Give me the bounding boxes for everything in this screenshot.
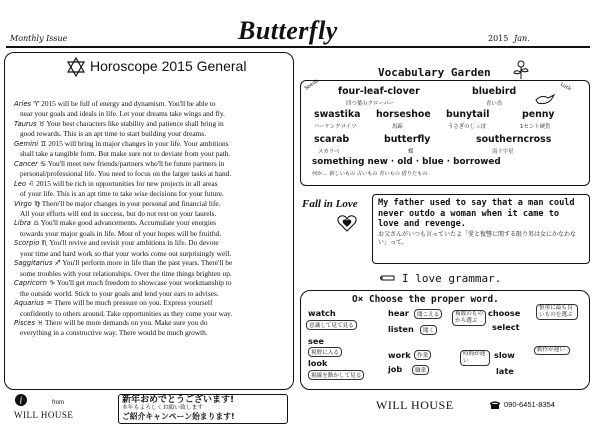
sign-aries: Aries ♈ [14,100,40,108]
grammar-look: look [308,358,328,368]
info-icon [14,393,28,407]
grammar-jp-select: 慎重に最も良いものを選ぶ [536,304,578,320]
grammar-hear: hear [388,308,409,318]
horoscope-line: Pisces ♓ There will be more demands on you. Make sure you do [14,317,208,327]
grammar-jp-see: 視野に入る [308,347,342,357]
vocab-jp-swastika: ハーケンクロイツ [314,124,357,130]
grammar-choose: choose [488,308,521,318]
seeds-tag: Seeds [303,78,320,92]
grammar-slow: slow [494,350,515,360]
grammar-jp-hear: 聞こえる [414,309,442,319]
grammar-jp-job: 職業 [412,365,429,375]
vocab-four-leaf-clover: four-leaf-clover [338,86,420,97]
horoscope-line: towards your major goals in life. Most of your hopes will be fruitful. [20,228,222,238]
sign-libra: Libra ♎ [14,219,40,228]
new-year-banner [118,394,288,424]
horoscope-line: Scorpio ♏ You'll revive and revisit your ambitions in life. Do devote [14,238,219,248]
love-title: Fall in Love [302,198,358,210]
grammar-jp-work: 作業 [414,350,431,360]
vocab-jp-butterfly: 蝶 [408,149,414,155]
grammar-jp-listen: 聞く [420,325,437,335]
sign-scorpio: Scorpio ♏ [14,239,48,248]
grammar-prompt: O× Choose the proper word. [352,294,499,305]
grammar-jp-look: 視線を動かして見る [308,370,364,380]
vocab-jp-horseshoe: 馬蹄 [392,124,403,130]
sign-sagittarius: Saggitarius ♐ [14,259,61,268]
vocab-bluebird: bluebird [472,86,517,97]
horoscope-line: All your efforts will end in success, but do not rest on your laurels. [20,208,217,218]
horoscope-line: Aquarius ♒ There will be much pressure on you. Express yourself [14,298,213,308]
vocab-something-new-old-blue-borrowed: something new · old · blue · borrowed [312,157,501,167]
grammar-work: work [388,350,411,360]
phone-number: 090-6451-8354 [504,400,555,409]
vocab-butterfly: butterfly [384,134,431,145]
grammar-jp-choose: 複数のものから選ぶ [452,310,486,326]
svg-text:i: i [19,396,23,407]
vocab-jp-scarab: スカラベ [318,149,340,155]
horoscope-list [14,99,288,338]
horoscope-line: your time and hard work so that your works come out surprisingly well. [20,248,232,258]
love-translation: お父さんがいつも言っていたよ「愛と復讐に関する限り男は女にかなわない」って。 [378,230,577,246]
vocab-jp-bluebird: 青い鳥 [486,101,503,107]
horoscope-line: Taurus ♉ Your best characters like stability and patience shall bring in [14,118,224,128]
vocab-southerncross: southerncross [476,134,552,145]
footer-right-house: WILL HOUSE [376,398,454,412]
bird-icon [534,92,556,106]
love-quote-box [372,194,590,264]
vocabulary-title: Vocabulary Garden [378,66,491,79]
issue-year: 2015 [488,34,509,43]
horoscope-line: shall take a tangible form. But make sure not to deviate from your path. [20,149,231,159]
telephone-icon [490,400,500,410]
horoscope-line: the outside world. Stick to your goals and lend your ears to advises. [20,288,219,298]
vocab-penny: penny [522,109,555,120]
horoscope-line: near your goals and ideals in life. Let your dreams take wings and fly. [20,109,225,119]
vocab-jp-bunytail: うさぎのしっぽ [448,124,486,130]
horoscope-line: good rewards. This is an apt time to start building your dreams. [20,129,207,139]
sign-gemini: Gemini ♊ [14,139,47,148]
horoscope-line: Saggitarius ♐ You'll perform more in life than the past years. There'll be [14,258,233,268]
horoscope-line: of your life. This is an apt time to take wise decisions for your future. [20,189,224,199]
grammar-late: late [496,366,514,376]
pencil-icon [380,270,396,286]
luck-tag: Luck [559,81,573,93]
vocab-jp-something: 何か… 新しいもの 古いもの 青いもの 借りたもの [312,171,428,177]
grammar-see: see [308,336,324,346]
banner-greeting: 新年おめでとうございます! [122,395,235,405]
sign-pisces: Pisces ♓ [14,318,44,327]
issue-label: Monthly Issue [10,34,68,43]
footer-left-house: WILL HOUSE [14,410,74,420]
issue-month: Jan. [514,34,530,43]
love-quote: My father used to say that a man could never outdo a woman when it came to love and revenge. [378,198,575,230]
grammar-job: job [388,364,403,374]
vocab-jp-four-leaf-clover: 四つ葉のクローバー [346,101,395,107]
grammar-listen: listen [388,324,414,334]
flower-sprout-icon [510,58,532,80]
sign-cancer: Cancer ♋ [14,159,47,168]
horoscope-line: personal/professional life. You need to focus on the larger tasks at hand. [20,169,232,179]
horoscope-line: Capricorn ♑ You'll get much freedom to showcase your workmanship to [14,278,232,288]
sign-capricorn: Capricorn ♑ [14,279,56,288]
sign-virgo: Virgo ♍ [14,199,41,208]
page-title: Butterfly [238,16,338,45]
from-label: from [52,400,64,406]
horoscope-line: Gemini ♊ 2015 will bring in major changes in your life. Your ambitions [14,138,229,148]
grammar-title: I love grammar. [402,272,502,285]
grammar-jp-slow: 時間が遅い [460,350,490,366]
sign-leo: Leo ♌ [14,179,35,188]
grammar-select: select [492,322,520,332]
sign-aquarius: Aquarius ♒ [14,299,53,308]
banner-subtext: 本年もよろしくお願い致します [122,405,204,411]
ox-mark: O× [352,294,364,305]
grammar-jp-watch: 意識して見て見る [306,320,357,330]
vocab-scarab: scarab [314,134,350,145]
vocab-horseshoe: horseshoe [376,109,431,120]
header-rule [6,46,590,48]
horoscope-line: everything in a constructive way. There would be much growth. [20,328,208,338]
horoscope-line: Leo ♌ 2015 will be rich in opportunities for new projects in all areas [14,178,218,188]
horoscope-line: Aries ♈ 2015 will be full of energy and dynamism. You'll be able to [14,99,216,108]
vocab-jp-penny: 1セント硬貨 [520,124,551,130]
horoscope-title: Horoscope 2015 General [90,58,247,74]
horoscope-line: Libra ♎ You'll make good advancements. Accumulate your energies [14,218,217,228]
horoscope-line: Virgo ♍ There'll be major changes in your personal and financial life. [14,198,221,208]
grammar-jp-late: 動作が遅い [534,346,570,355]
horoscope-line: confidently to others around. Take opportunities as they come your way. [20,308,233,318]
vocab-jp-southerncross: 南十字星 [492,149,514,155]
vocab-bunytail: bunytail [446,109,490,120]
grammar-watch: watch [308,308,336,318]
star-of-david-icon [66,57,86,77]
vocab-swastika: swastika [314,109,361,120]
banner-campaign: ご紹介キャンペーン始まります! [122,412,235,421]
hearts-icon [336,212,358,234]
horoscope-line: Cancer ♋ You'll meet new friends/partners who'll be future partners in [14,158,225,168]
sign-taurus: Taurus ♉ [14,119,45,128]
horoscope-line: some troubles with your relationships. Over the time things brighten up. [20,268,232,278]
